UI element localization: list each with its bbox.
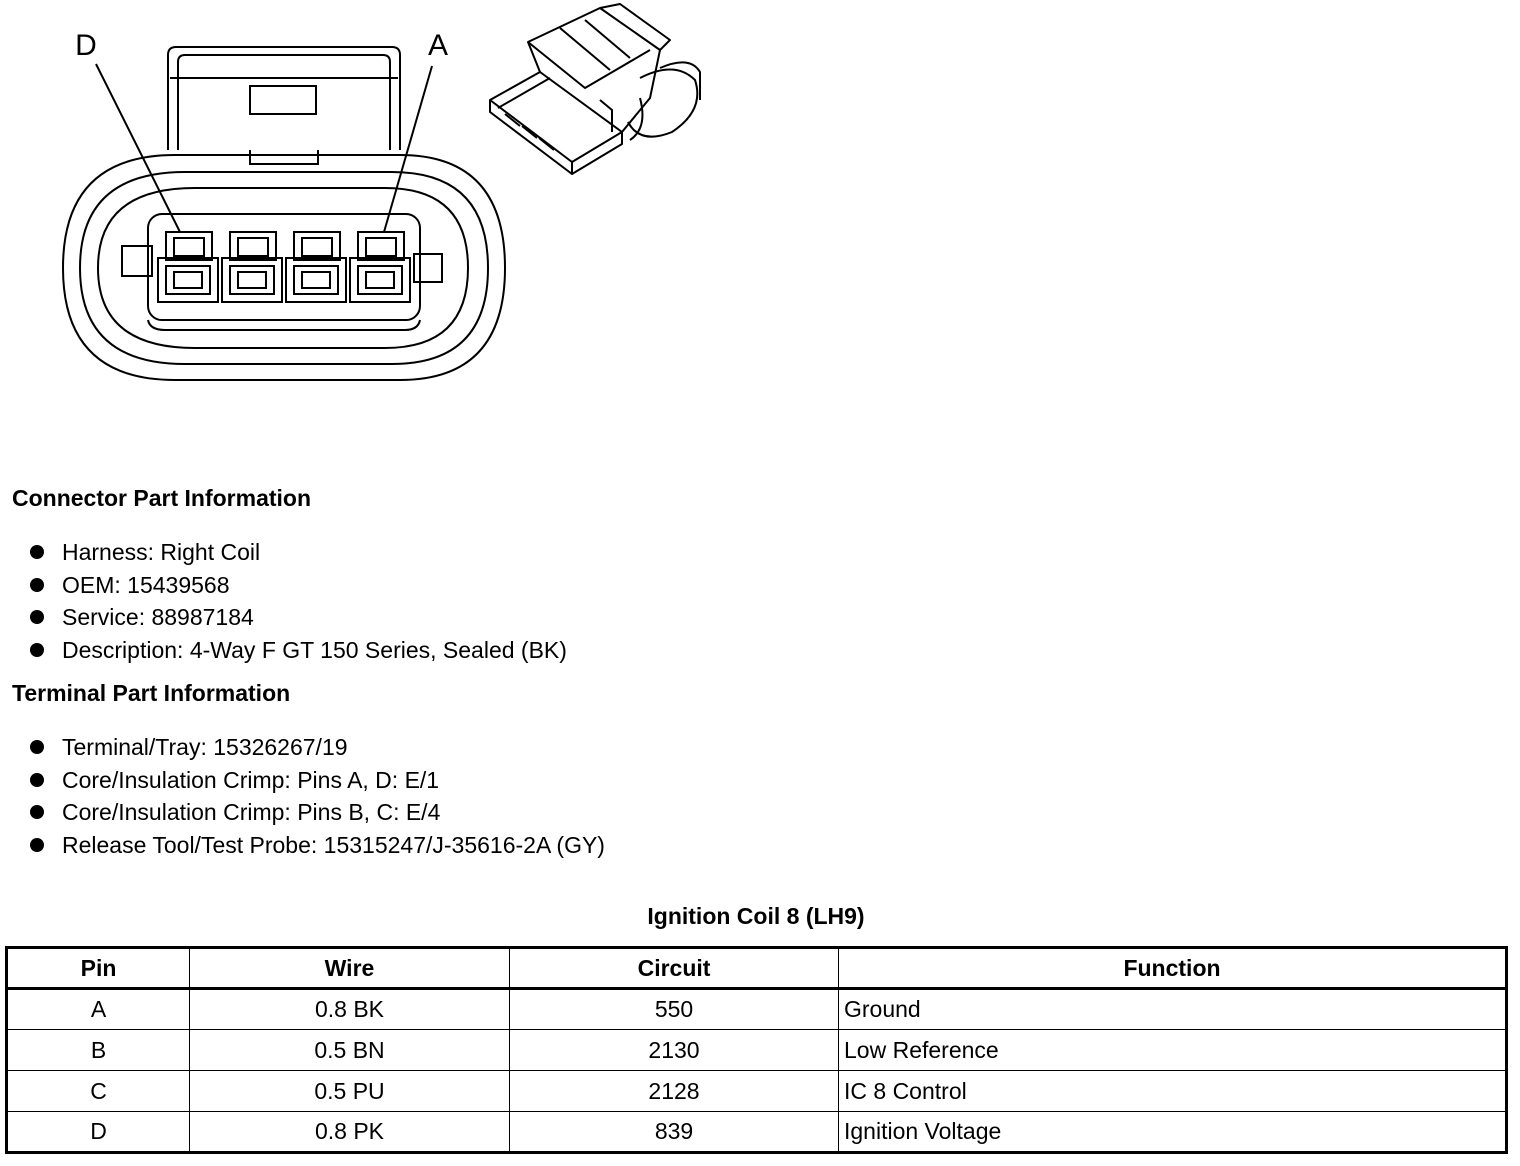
column-header-wire: Wire [190, 948, 510, 989]
cell-wire: 0.8 BK [190, 989, 510, 1030]
connector-housing-inner [80, 172, 488, 364]
cell-circuit: 2130 [510, 1030, 839, 1071]
table-row [7, 1030, 1507, 1071]
bullet-icon [30, 805, 44, 819]
list-item: Terminal/Tray: 15326267/19 [30, 731, 605, 764]
cell-wire: 0.8 PK [190, 1112, 510, 1153]
cell-pin: B [7, 1030, 190, 1071]
terminal-cavity-a [350, 232, 410, 302]
table-row [7, 1112, 1507, 1153]
terminal-part-info-list [30, 731, 605, 862]
pin-table [5, 946, 1508, 1154]
terminal-cavity-c [222, 232, 282, 302]
cell-function: Ignition Voltage [839, 1112, 1507, 1153]
bullet-icon [30, 643, 44, 657]
column-header-pin: Pin [7, 948, 190, 989]
bullet-icon [30, 578, 44, 592]
list-item: OEM: 15439568 [30, 569, 567, 602]
bullet-icon [30, 610, 44, 624]
bullet-icon [30, 773, 44, 787]
list-item: Release Tool/Test Probe: 15315247/J-35616-2A (GY) [30, 829, 605, 862]
pin-label-a: A [427, 29, 449, 62]
cell-function: Low Reference [839, 1030, 1507, 1071]
cell-function: IC 8 Control [839, 1071, 1507, 1112]
terminal-part-info-heading: Terminal Part Information [12, 680, 291, 706]
cell-pin: A [7, 989, 190, 1030]
column-header-circuit: Circuit [510, 948, 839, 989]
terminal-cavity-d [158, 232, 218, 302]
bullet-icon [30, 838, 44, 852]
connector-part-info-heading: Connector Part Information [12, 485, 312, 511]
connector-latch [168, 47, 400, 150]
table-header-row [7, 948, 1507, 989]
cell-circuit: 2128 [510, 1071, 839, 1112]
connector-isometric-view [490, 4, 700, 174]
cell-circuit: 839 [510, 1112, 839, 1153]
cell-wire: 0.5 BN [190, 1030, 510, 1071]
list-item: Core/Insulation Crimp: Pins B, C: E/4 [30, 796, 605, 829]
cell-function: Ground [839, 989, 1507, 1030]
pin-table-title: Ignition Coil 8 (LH9) [647, 903, 865, 929]
table-row [7, 1071, 1507, 1112]
cell-circuit: 550 [510, 989, 839, 1030]
list-item: Description: 4-Way F GT 150 Series, Sealed (BK) [30, 634, 567, 667]
cell-pin: D [7, 1112, 190, 1153]
connector-part-info-list [30, 536, 567, 667]
connector-diagram [0, 0, 760, 420]
list-item: Harness: Right Coil [30, 536, 567, 569]
cell-pin: C [7, 1071, 190, 1112]
list-item: Core/Insulation Crimp: Pins A, D: E/1 [30, 764, 605, 797]
bullet-icon [30, 545, 44, 559]
terminal-cavity-b [286, 232, 346, 302]
column-header-function: Function [839, 948, 1507, 989]
bullet-icon [30, 740, 44, 754]
terminal-pins [158, 232, 410, 302]
pin-a-leader-line [384, 66, 432, 232]
list-item: Service: 88987184 [30, 601, 567, 634]
pin-label-d: D [75, 29, 97, 62]
cell-wire: 0.5 PU [190, 1071, 510, 1112]
table-row [7, 989, 1507, 1030]
